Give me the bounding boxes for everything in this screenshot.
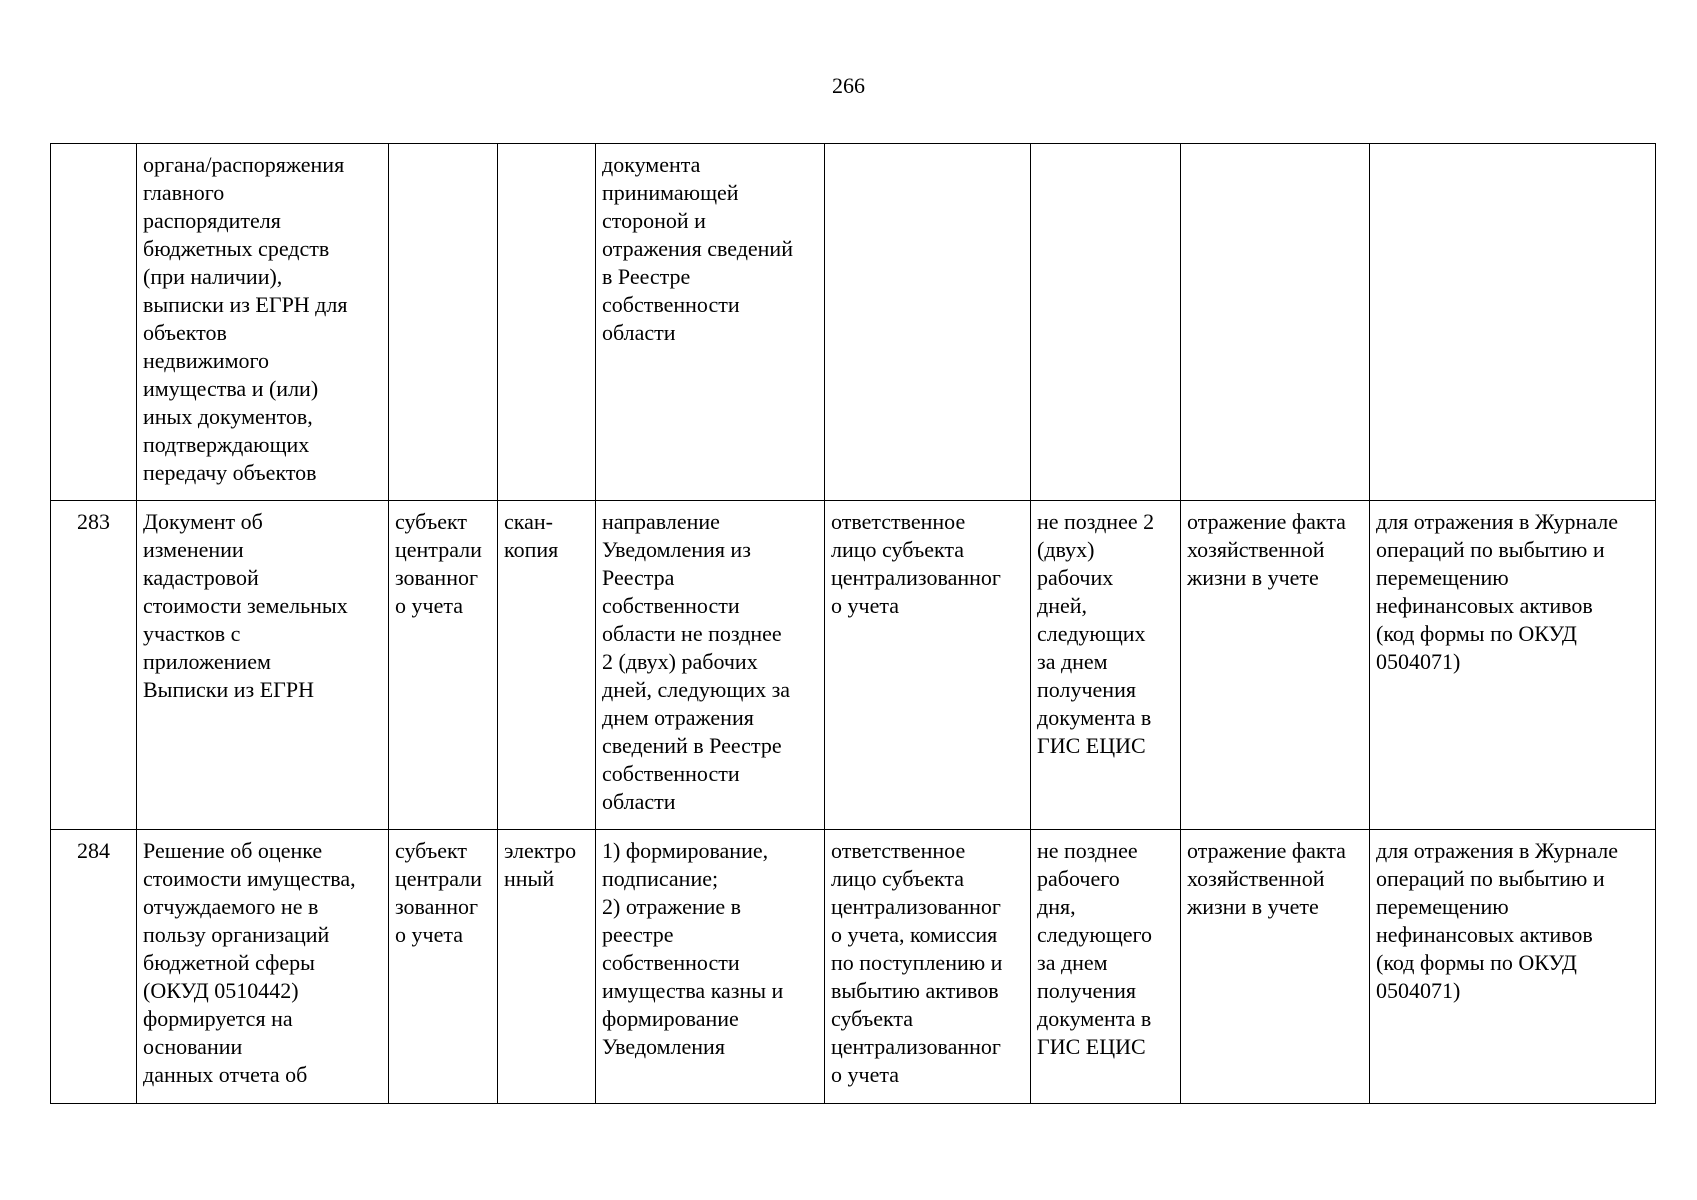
document-name-cell: Документ об изменении кадастровой стоимости земельных участков с приложением Выписки из ЕГРН bbox=[137, 501, 389, 830]
table-row bbox=[51, 830, 1656, 1104]
register-cell: для отражения в Журнале операций по выбытию и перемещению нефинансовых активов (код формы по ОКУД 0504071) bbox=[1370, 501, 1656, 830]
register-cell: для отражения в Журнале операций по выбытию и перемещению нефинансовых активов (код формы по ОКУД 0504071) bbox=[1370, 830, 1656, 1104]
process-cell: направление Уведомления из Реестра собственности области не позднее 2 (двух) рабочих дней, следующих за днем отражения сведений в Реестре собственности области bbox=[596, 501, 825, 830]
responsible-cell: ответственное лицо субъекта централизованног о учета, комиссия по поступлению и выбытию активов субъекта централизованног о учета bbox=[825, 830, 1031, 1104]
document-name-cell: органа/распоряжения главного распорядителя бюджетных средств (при наличии), выписки из ЕГРН для объектов недвижимого имущества и (или) иных документов, подтверждающих передачу объектов bbox=[137, 144, 389, 501]
creator-cell: субъект централи зованног о учета bbox=[389, 830, 498, 1104]
purpose-cell bbox=[1181, 144, 1370, 501]
deadline-cell: не позднее рабочего дня, следующего за днем получения документа в ГИС ЕЦИС bbox=[1031, 830, 1181, 1104]
document-name-cell: Решение об оценке стоимости имущества, отчуждаемого не в пользу организаций бюджетной сферы (ОКУД 0510442) формируется на основании данных отчета об bbox=[137, 830, 389, 1104]
deadline-cell bbox=[1031, 144, 1181, 501]
responsible-cell: ответственное лицо субъекта централизованног о учета bbox=[825, 501, 1031, 830]
process-cell: документа принимающей стороной и отражения сведений в Реестре собственности области bbox=[596, 144, 825, 501]
creator-cell bbox=[389, 144, 498, 501]
responsible-cell bbox=[825, 144, 1031, 501]
row-number-cell bbox=[51, 144, 137, 501]
row-number-cell: 283 bbox=[51, 501, 137, 830]
purpose-cell: отражение факта хозяйственной жизни в учете bbox=[1181, 501, 1370, 830]
document-table bbox=[50, 143, 1656, 1104]
creator-cell: субъект централи зованног о учета bbox=[389, 501, 498, 830]
process-cell: 1) формирование, подписание; 2) отражение в реестре собственности имущества казны и формирование Уведомления bbox=[596, 830, 825, 1104]
row-number-cell: 284 bbox=[51, 830, 137, 1104]
page-number: 266 bbox=[832, 73, 865, 98]
form-cell bbox=[498, 144, 596, 501]
register-cell bbox=[1370, 144, 1656, 501]
form-cell: электро нный bbox=[498, 830, 596, 1104]
deadline-cell: не позднее 2 (двух) рабочих дней, следующих за днем получения документа в ГИС ЕЦИС bbox=[1031, 501, 1181, 830]
table-row bbox=[51, 144, 1656, 501]
table-row bbox=[51, 501, 1656, 830]
form-cell: скан- копия bbox=[498, 501, 596, 830]
purpose-cell: отражение факта хозяйственной жизни в учете bbox=[1181, 830, 1370, 1104]
